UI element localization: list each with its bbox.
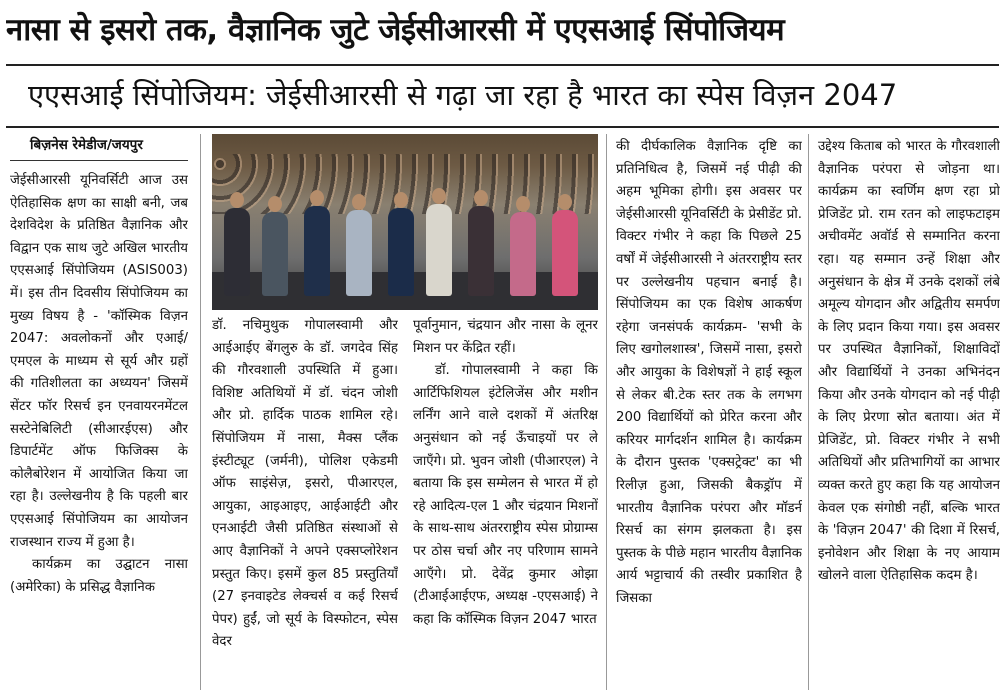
person [510,212,536,296]
article-column-4 [616,136,802,692]
article-column-1 [10,170,188,692]
person [224,208,250,296]
person [426,204,452,296]
subheadline-divider [6,126,999,128]
group-photo [212,134,598,310]
byline-underline [10,160,188,161]
column-divider [606,134,607,690]
paragraph: उद्देश्य किताब को भारत के गौरवशाली वैज्ञानिक परंपरा से जोड़ना था। कार्यक्रम का स्वर्णिम क्षण रहा प्रो प्रेजिडेंट प्रो. राम रतन को लाइफटाइम अचीवमेंट अवॉर्ड से सम्मानित करना रहा। यह सम्मान उन्हें शिक्षा और अनुसंधान के क्षेत्र में उनके दशकों लंबे अमूल्य योगदान और अद्वितीय समर्पण के लिए प्रदान किया गया। इस अवसर पर उपस्थित वैज्ञानिकों, शिक्षाविदों और विद्यार्थियों ने उनका अभिनंदन किया और उनके योगदान को नई पीढ़ी के लिए प्रेरणा स्रोत बताया। अंत में प्रेजिडेंट, प्रो. विक्टर गंभीर ने सभी अतिथियों और प्रतिभागियों का आभार व्यक्त करते हुए कहा कि यह आयोजन केवल एक संगोष्ठी नहीं, बल्कि भारत के 'विज़न 2047' की दिशा में रिसर्च, इनोवेशन और शिक्षा के नए आयाम खोलने वाला ऐतिहासिक कदम है। [818,139,1000,584]
headline: नासा से इसरो तक, वैज्ञानिक जुटे जेईसीआरसी में एएसआई सिंपोजियम [6,12,785,48]
paragraph: की दीर्घकालिक वैज्ञानिक दृष्टि का प्रतिनिधित्व है, जिसमें नई पीढ़ी की अहम भूमिका होगी। इस अवसर पर जेईसीआरसी यूनिवर्सिटी के प्रेसीडेंट प्रो. विक्टर गंभीर ने कहा कि पिछले 25 वर्षों में जेईसीआरसी ने अंतरराष्ट्रीय स्तर पर उल्लेखनीय पहचान बनाई है। सिंपोजियम का एक विशेष आकर्षण रहेगा जनसंपर्क कार्यक्रम- 'सभी के लिए खगोलशास्त्र', जिसमें नासा, इसरो और आयुका के विशेषज्ञों ने हाई स्कूल से लेकर बी.टेक स्तर तक के लगभग 200 विद्यार्थियों को प्रेरित करना और करियर मार्गदर्शन शामिल है। कार्यक्रम के दौरान पुस्तक 'एक्सट्रेक्ट' का भी रिलीज़ हुआ, जिसकी बैकड्रॉप में भारतीय वैज्ञानिक परंपरा और मॉडर्न रिसर्च का संगम झलकता है। इस पुस्तक के पीछे महान भारतीय वैज्ञानिक आर्य भट्टाचार्य की तस्वीर प्रकाशित है जिसका [616,139,802,606]
paragraph: डॉ. गोपालस्वामी ने कहा कि आर्टिफिशियल इंटेलिजेंस और मशीन लर्निंग आने वाले दशकों में अंतरिक्ष अनुसंधान को नई ऊँचाइयों पर ले जाएँगे। प्रो. भुवन जोशी (पीआरएल) ने बताया कि इस सम्मेलन से भारत में हो रहे आदित्य-एल 1 और चंद्रयान मिशनों के साथ-साथ अंतरराष्ट्रीय स्पेस प्रोग्राम्स पर ठोस चर्चा और नए परिणाम सामने आएँगे। प्रो. देवेंद्र कुमार ओझा (टीआईआईएफ, अध्यक्ष -एएसआई) ने कहा कि कॉस्मिक विज़न 2047 भारत [413,363,598,627]
paragraph: डॉ. नचिमुथुक गोपालस्वामी और आईआईए बेंगलुरु के डॉ. जगदेव सिंह की गौरवशाली उपस्थिति में हुआ। विशिष्ट अतिथियों में डॉ. चंदन जोशी और प्रो. हार्दिक पाठक शामिल रहे। सिंपोजियम में नासा, मैक्स प्लैंक इंस्टीट्यूट (जर्मनी), पोलिश एकेडमी ऑफ साइंसेज़, इसरो, पीआरएल, आयुका, आइआइए, आईआईटी और एनआईटी जैसी प्रतिष्ठित संस्थाओं से आए वैज्ञानिकों ने अपने एक्सप्लोरेशन प्रस्तुत किए। इसमें कुल 85 प्रस्तुतियाँ (27 इनवाइटेड लेक्चर्स व कई रिसर्च पेपर) हुईं, जो सूर्य के विस्फोटन, स्पेस वेदर [212,318,398,650]
column-divider [808,134,809,690]
headline-divider [6,64,999,66]
article-column-2 [212,315,398,692]
paragraph: कार्यक्रम का उद्घाटन नासा (अमेरिका) के प्रसिद्ध वैज्ञानिक [10,557,188,595]
person [304,206,330,296]
person [388,208,414,296]
subheadline: एएसआई सिंपोजियम: जेईसीआरसी से गढ़ा जा रहा है भारत का स्पेस विज़न 2047 [28,78,898,112]
byline: बिज़नेस रेमेडीज/जयपुर [30,137,143,153]
person [262,212,288,296]
article-column-3 [413,315,598,692]
article-column-5 [818,136,1000,692]
column-divider [200,134,201,690]
person [346,210,372,296]
person [552,210,578,296]
paragraph: जेईसीआरसी यूनिवर्सिटी आज उस ऐतिहासिक क्षण का साक्षी बनी, जब देशविदेश के प्रतिष्ठित वैज्ञानिक और विद्वान एक साथ जुटे अखिल भारतीय एएसआई सिंपोजियम (ASIS003) में। इस तीन दिवसीय सिंपोजियम का मुख्य विषय है - 'कॉस्मिक विज़न 2047: अवलोकनों और एआई/एमएल के माध्यम से सूर्य और ग्रहों की गतिशीलता का अध्ययन' जिसमें सेंटर फॉर रिसर्च इन एनवायरनमेंटल सस्टेनेबिलिटी (सीआरईएस) और डिपार्टमेंट ऑफ फिजिक्स के कोलैबोरेशन में आयोजित किया जा रहा है। उल्लेखनीय है कि पहली बार एएसआई सिंपोजियम का आयोजन राजस्थान राज्य में हुआ है। [10,173,188,550]
paragraph: पूर्वानुमान, चंद्रयान और नासा के लूनर मिशन पर केंद्रित रहीं। [413,318,598,356]
person [468,206,494,296]
